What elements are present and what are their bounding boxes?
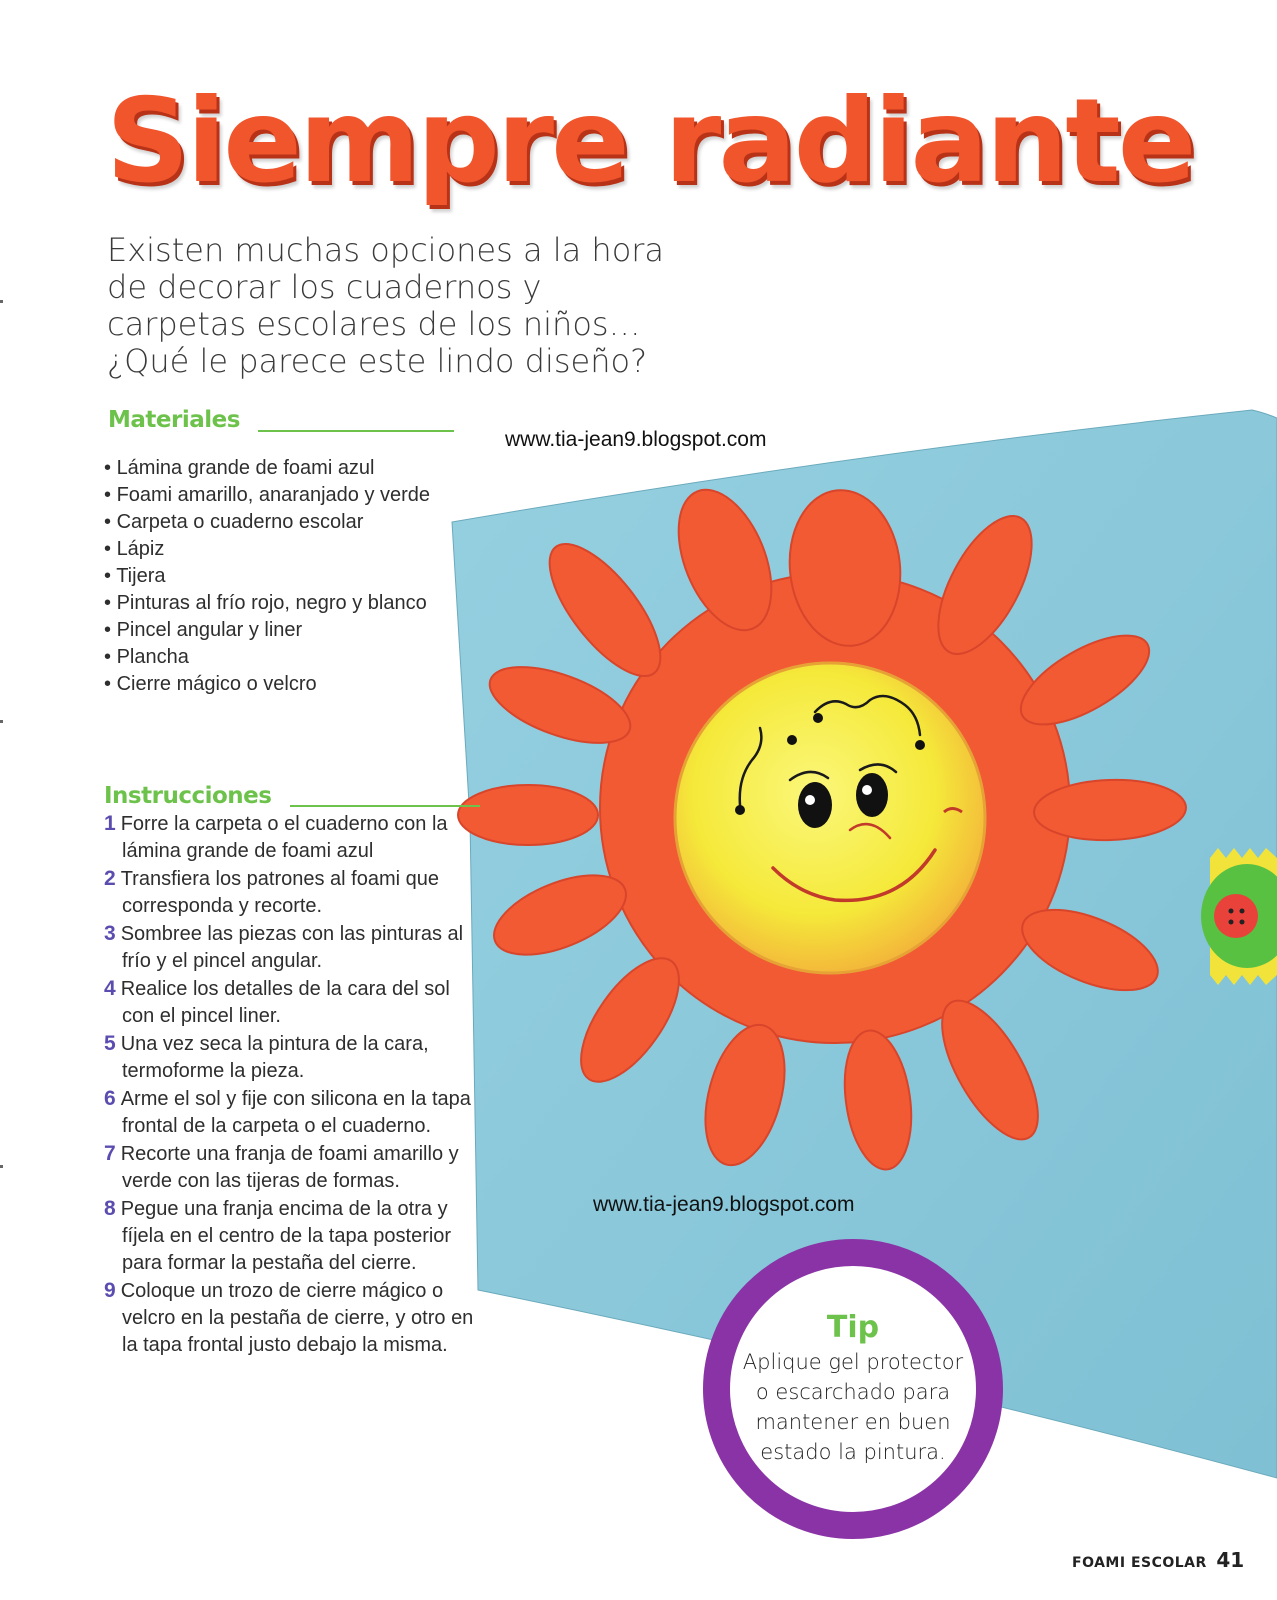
page-title: Siempre radiante [106, 74, 1194, 209]
step-number: 9 [104, 1279, 116, 1302]
list-item [104, 1195, 484, 1277]
step-text: Recorte una franja de foami amarillo y verde con las tijeras de formas. [120, 1143, 459, 1192]
list-item [104, 865, 484, 920]
step-text: Pegue una franja encima de la otra y fíjela en el centro de la tapa posterior para formar la pestaña del cierre. [120, 1198, 452, 1274]
list-item: • Foami amarillo, anaranjado y verde [104, 482, 464, 509]
list-item [104, 1085, 484, 1140]
sun-face [675, 663, 985, 973]
list-item: • Plancha [104, 644, 464, 671]
step-number: 2 [104, 867, 116, 890]
list-item: • Cierre mágico o velcro [104, 671, 464, 698]
step-text: Una vez seca la pintura de la cara, termoforme la pieza. [120, 1033, 429, 1082]
list-item: • Pinturas al frío rojo, negro y blanco [104, 590, 464, 617]
step-text: Transfiera los patrones al foami que corresponda y recorte. [120, 868, 439, 917]
step-number: 6 [104, 1087, 116, 1110]
instructions-heading: Instrucciones [104, 783, 272, 809]
list-item: • Lámina grande de foami azul [104, 455, 464, 482]
materials-heading: Materiales [108, 407, 240, 433]
list-item: • Lápiz [104, 536, 464, 563]
step-number: 8 [104, 1197, 116, 1220]
list-item [104, 810, 484, 865]
tip-text: Aplique gel protector o escarchado para mantener en buen estado la pintura. [742, 1350, 964, 1464]
tip-title: Tip [826, 1310, 880, 1345]
watermark-bottom: www.tia-jean9.blogspot.com [593, 1193, 855, 1216]
step-number: 4 [104, 977, 116, 1000]
intro-text: Existen muchas opciones a la hora de decorar los cuadernos y carpetas escolares de los niños… ¿Qué le parece este lindo diseño? [107, 231, 665, 380]
magazine-name: FOAMI ESCOLAR [1072, 1555, 1207, 1571]
page-footer [1072, 1548, 1244, 1572]
step-text: Coloque un trozo de cierre mágico o velcro en la pestaña de cierre, y otro en la tapa frontal justo debajo la misma. [120, 1280, 474, 1356]
step-text: Arme el sol y fije con silicona en la tapa frontal de la carpeta o el cuaderno. [120, 1088, 471, 1137]
list-item [104, 1030, 484, 1085]
list-item [104, 975, 484, 1030]
step-text: Sombree las piezas con las pinturas al frío y el pincel angular. [120, 923, 464, 972]
crop-mark [0, 720, 3, 723]
step-number: 3 [104, 922, 116, 945]
materials-divider [258, 430, 454, 432]
page-number: 41 [1216, 1548, 1245, 1572]
list-item: • Tijera [104, 563, 464, 590]
list-item: • Pincel angular y liner [104, 617, 464, 644]
crop-mark [0, 300, 3, 303]
watermark-top: www.tia-jean9.blogspot.com [505, 428, 767, 451]
list-item [104, 1140, 484, 1195]
materials-list [104, 455, 464, 698]
list-item [104, 1277, 484, 1359]
instructions-list [104, 810, 484, 1359]
list-item [104, 920, 484, 975]
step-text: Forre la carpeta o el cuaderno con la lámina grande de foami azul [120, 813, 448, 862]
closure-tab [1201, 848, 1277, 985]
step-number: 7 [104, 1142, 116, 1165]
crop-mark [0, 1165, 3, 1168]
instructions-divider [290, 805, 480, 807]
step-number: 5 [104, 1032, 116, 1055]
tip-badge [703, 1239, 1003, 1539]
step-text: Realice los detalles de la cara del sol con el pincel liner. [120, 978, 450, 1027]
list-item: • Carpeta o cuaderno escolar [104, 509, 464, 536]
step-number: 1 [104, 812, 116, 835]
